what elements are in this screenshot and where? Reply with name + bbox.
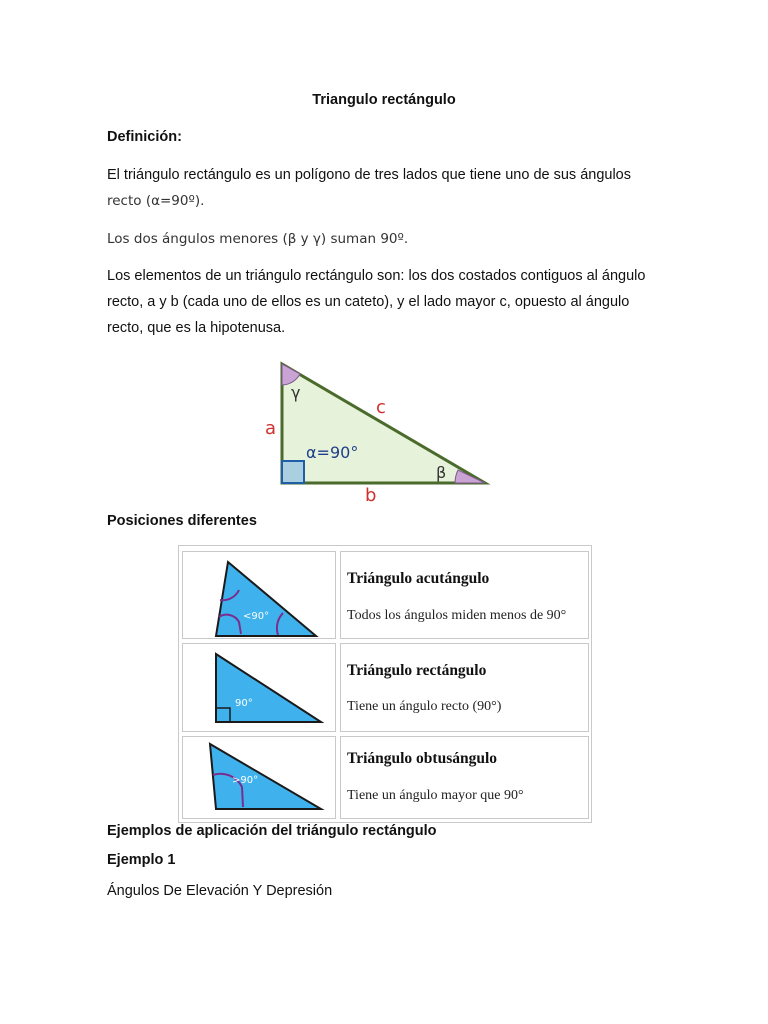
acute-text-cell (340, 551, 589, 639)
obtuse-angle-label: >90° (232, 775, 259, 786)
obtuse-image-cell (182, 736, 336, 819)
beta-arc (455, 470, 485, 483)
acute-image-cell (182, 551, 336, 639)
elements-line-3: recto, que es la hipotenusa. (107, 320, 286, 336)
example-1-subtitle: Ángulos De Elevación Y Depresión (107, 883, 333, 899)
positions-heading: Posiciones diferentes (107, 513, 257, 529)
right-triangle-figure (255, 355, 495, 510)
elements-line-2: recto, a y b (cada uno de ellos es un cateto), y el lado mayor c, opuesto al ángulo (107, 294, 630, 310)
label-gamma: γ (291, 383, 301, 402)
right-title: Triángulo rectángulo (347, 662, 487, 679)
obtuse-triangle-shape (210, 744, 321, 809)
right-text-cell (340, 643, 589, 732)
right-angle-label: 90° (235, 698, 253, 709)
label-c: c (376, 397, 386, 418)
definition-text (107, 162, 663, 214)
elements-paragraph (107, 263, 663, 341)
label-b: b (365, 485, 377, 506)
label-a: a (265, 418, 277, 439)
definition-line-3: Los dos ángulos menores (β y γ) suman 90º. (107, 231, 409, 247)
right-description: Tiene un ángulo recto (90°) (347, 699, 502, 714)
obtuse-description: Tiene un ángulo mayor que 90° (347, 788, 524, 803)
right-image-cell (182, 643, 336, 732)
example-1-heading: Ejemplo 1 (107, 852, 176, 868)
document-title: Triangulo rectángulo (312, 92, 456, 108)
obtuse-text-cell (340, 736, 589, 819)
elements-line-1: Los elementos de un triángulo rectángulo son: los dos costados contiguos al ángulo (107, 268, 646, 284)
definition-line-2: recto (α=90º). (107, 193, 205, 209)
right-angle-mark (282, 461, 304, 483)
acute-title: Triángulo acutángulo (347, 570, 490, 587)
label-alpha: α=90° (306, 443, 359, 462)
label-beta: β (436, 463, 447, 482)
definition-heading: Definición: (107, 129, 182, 145)
positions-table (178, 545, 592, 823)
acute-description: Todos los ángulos miden menos de 90° (347, 608, 567, 623)
acute-triangle-image (183, 552, 335, 638)
acute-angle-label: <90° (243, 611, 270, 622)
right-triangle-image (183, 644, 335, 731)
obtuse-title: Triángulo obtusángulo (347, 750, 498, 767)
obtuse-triangle-image (183, 737, 335, 818)
right-triangle-shape (216, 654, 321, 722)
definition-line-1: El triángulo rectángulo es un polígono de tres lados que tiene uno de sus ángulos (107, 167, 631, 183)
examples-heading: Ejemplos de aplicación del triángulo rectángulo (107, 823, 437, 839)
triangle-shape (282, 364, 485, 483)
